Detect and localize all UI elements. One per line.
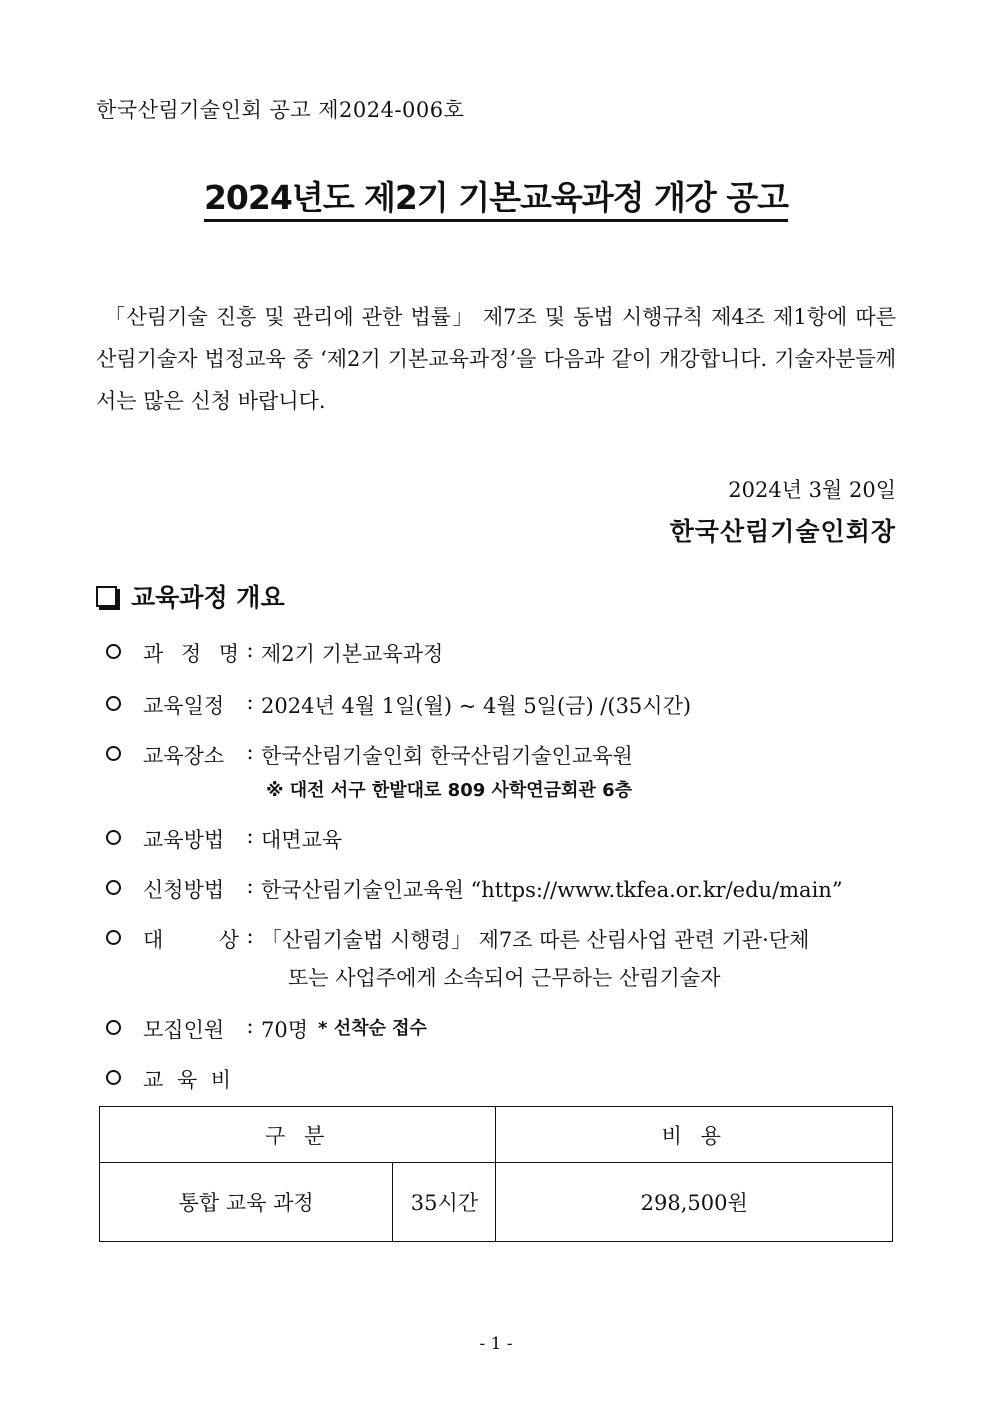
- table-header-row: [100, 1107, 893, 1163]
- item-value: 한국산림기술인교육원 “https://www.tkfea.or.kr/edu/main”: [261, 878, 843, 902]
- page-number: - 1 -: [479, 1334, 513, 1354]
- circle-bullet-icon: [106, 1020, 121, 1035]
- cell-hours: 35시간: [393, 1163, 496, 1242]
- item-label: 교육방법: [143, 828, 225, 852]
- item-target: 대 상 : 「산림기술법 시행령」 제7조 따른 산림사업 관련 기관·단체: [106, 924, 809, 954]
- circle-bullet-icon: [106, 644, 121, 659]
- circle-bullet-icon: [106, 880, 121, 895]
- circle-bullet-icon: [106, 1070, 121, 1085]
- item-value: 「산림기술법 시행령」 제7조 따른 산림사업 관련 기관·단체: [261, 928, 810, 952]
- circle-bullet-icon: [106, 830, 121, 845]
- item-method: 교육방법 : 대면교육: [106, 824, 342, 854]
- item-label: 교 육 비: [143, 1068, 231, 1092]
- item-application: 신청방법 : 한국산림기술인교육원 “https://www.tkfea.or.kr/edu/main”: [106, 874, 843, 904]
- issuer-name: 한국산림기술인회장: [669, 517, 896, 546]
- document-title: [0, 172, 992, 219]
- item-value: 한국산림기술인회 한국산림기술인교육원: [261, 744, 633, 768]
- item-course-name: 과 정 명 : 제2기 기본교육과정: [106, 638, 443, 668]
- item-value: 대면교육: [261, 828, 343, 852]
- item-value: 2024년 4월 1일(월) ~ 4월 5일(금) /(35시간): [261, 694, 692, 718]
- item-label: 대 상: [143, 928, 239, 952]
- intro-text: 「산림기술 진흥 및 관리에 관한 법률」 제7조 및 동법 시행규칙 제4조 제1항에 따른 산림기술자 법정교육 중 ‘제2기 기본교육과정’을 다음과 같이 개강합니다. 기술자분들께서는 많은 신청 바랍니다.: [96, 305, 896, 413]
- circle-bullet-icon: [106, 696, 121, 711]
- cell-course: 통합 교육 과정: [100, 1163, 393, 1242]
- circle-bullet-icon: [106, 746, 121, 761]
- item-location: 교육장소 : 한국산림기술인회 한국산림기술인교육원: [106, 740, 633, 770]
- item-label: 교육일정: [143, 694, 225, 718]
- target-continuation: 또는 사업주에게 소속되어 근무하는 산림기술자: [288, 966, 721, 990]
- fee-table: [99, 1106, 893, 1242]
- item-label: 모집인원: [143, 1018, 225, 1042]
- table-row: [100, 1163, 893, 1242]
- notice-date: 2024년 3월 20일: [728, 478, 896, 502]
- section-heading: [96, 578, 285, 614]
- title-text: 2024년도 제2기 기본교육과정 개강 공고: [204, 178, 788, 222]
- header-category: 구 분: [100, 1107, 496, 1163]
- checkbox-square-icon: [96, 586, 117, 607]
- cell-cost: 298,500원: [496, 1163, 893, 1242]
- item-label: 과 정 명: [143, 642, 239, 666]
- intro-paragraph: [96, 296, 896, 422]
- item-value: 70명: [261, 1018, 309, 1042]
- location-address-note: ※ 대전 서구 한밭대로 809 사학연금회관 6층: [266, 780, 633, 801]
- item-capacity: 모집인원 : 70명 * 선착순 접수: [106, 1014, 427, 1044]
- section-title: 교육과정 개요: [131, 583, 285, 612]
- item-label: 신청방법: [143, 878, 225, 902]
- circle-bullet-icon: [106, 930, 121, 945]
- item-label: 교육장소: [143, 744, 225, 768]
- header-cost: 비 용: [496, 1107, 893, 1163]
- item-fee: [106, 1064, 231, 1094]
- item-schedule: 교육일정 : 2024년 4월 1일(월) ~ 4월 5일(금) /(35시간): [106, 690, 691, 720]
- capacity-note: * 선착순 접수: [318, 1018, 427, 1039]
- notice-number: 한국산림기술인회 공고 제2024-006호: [96, 98, 465, 122]
- item-value: 제2기 기본교육과정: [261, 642, 444, 666]
